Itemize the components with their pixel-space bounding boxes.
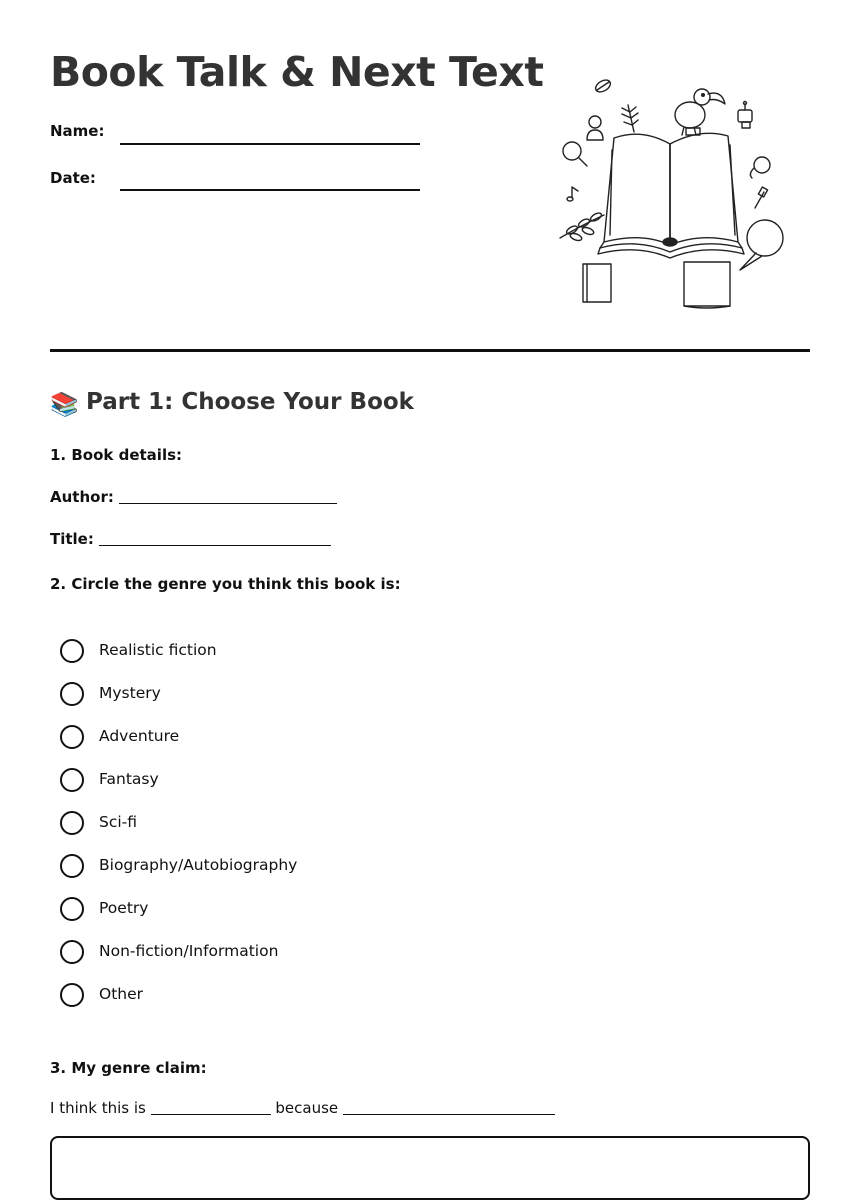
part-1-heading: [50, 389, 414, 418]
genre-label: Adventure: [99, 727, 180, 745]
author-row: [50, 488, 337, 506]
name-field[interactable]: [120, 143, 420, 145]
radio-circle-icon[interactable]: [60, 725, 84, 749]
section-divider: [50, 349, 810, 352]
answer-box[interactable]: [50, 1136, 810, 1200]
genre-claim-sentence: [50, 1099, 555, 1117]
radio-circle-icon[interactable]: [60, 682, 84, 706]
genre-label: Non-fiction/Information: [99, 942, 279, 960]
genre-label: Fantasy: [99, 770, 159, 788]
claim-genre-field[interactable]: [151, 1100, 271, 1115]
question-3: 3. My genre claim:: [50, 1059, 207, 1077]
date-label: Date:: [50, 169, 96, 187]
genre-option-mystery[interactable]: [60, 681, 297, 724]
genre-option-fantasy[interactable]: [60, 767, 297, 810]
genre-label: Sci-fi: [99, 813, 138, 831]
open-book-doodle-icon: [552, 70, 792, 315]
genre-label: Poetry: [99, 899, 149, 917]
title-label: Title:: [50, 530, 94, 548]
radio-circle-icon[interactable]: [60, 854, 84, 878]
question-2: 2. Circle the genre you think this book is:: [50, 575, 401, 593]
genre-option-biography[interactable]: [60, 853, 297, 896]
claim-reason-field[interactable]: [343, 1100, 555, 1115]
genre-label: Mystery: [99, 684, 161, 702]
radio-circle-icon[interactable]: [60, 811, 84, 835]
worksheet-title: Book Talk & Next Text: [50, 48, 544, 96]
genre-option-non-fiction[interactable]: [60, 939, 297, 982]
radio-circle-icon[interactable]: [60, 639, 84, 663]
author-label: Author:: [50, 488, 114, 506]
radio-circle-icon[interactable]: [60, 768, 84, 792]
genre-label: Biography/Autobiography: [99, 856, 298, 874]
books-icon: 📚: [50, 392, 79, 418]
genre-option-poetry[interactable]: [60, 896, 297, 939]
author-field[interactable]: [119, 489, 337, 504]
date-field[interactable]: [120, 189, 420, 191]
question-1: 1. Book details:: [50, 446, 183, 464]
genre-option-adventure[interactable]: [60, 724, 297, 767]
genre-label: Other: [99, 985, 144, 1003]
radio-circle-icon[interactable]: [60, 897, 84, 921]
part-1-heading-text: Part 1: Choose Your Book: [86, 389, 414, 415]
radio-circle-icon[interactable]: [60, 940, 84, 964]
genre-option-other[interactable]: [60, 982, 297, 1025]
title-field[interactable]: [99, 531, 331, 546]
claim-start-text: I think this is: [50, 1099, 146, 1117]
radio-circle-icon[interactable]: [60, 983, 84, 1007]
genre-options: [60, 638, 297, 1025]
genre-label: Realistic fiction: [99, 641, 217, 659]
title-row: [50, 530, 331, 548]
genre-option-sci-fi[interactable]: [60, 810, 297, 853]
claim-because-text: because: [275, 1099, 339, 1117]
genre-option-realistic-fiction[interactable]: [60, 638, 297, 681]
name-label: Name:: [50, 122, 105, 140]
